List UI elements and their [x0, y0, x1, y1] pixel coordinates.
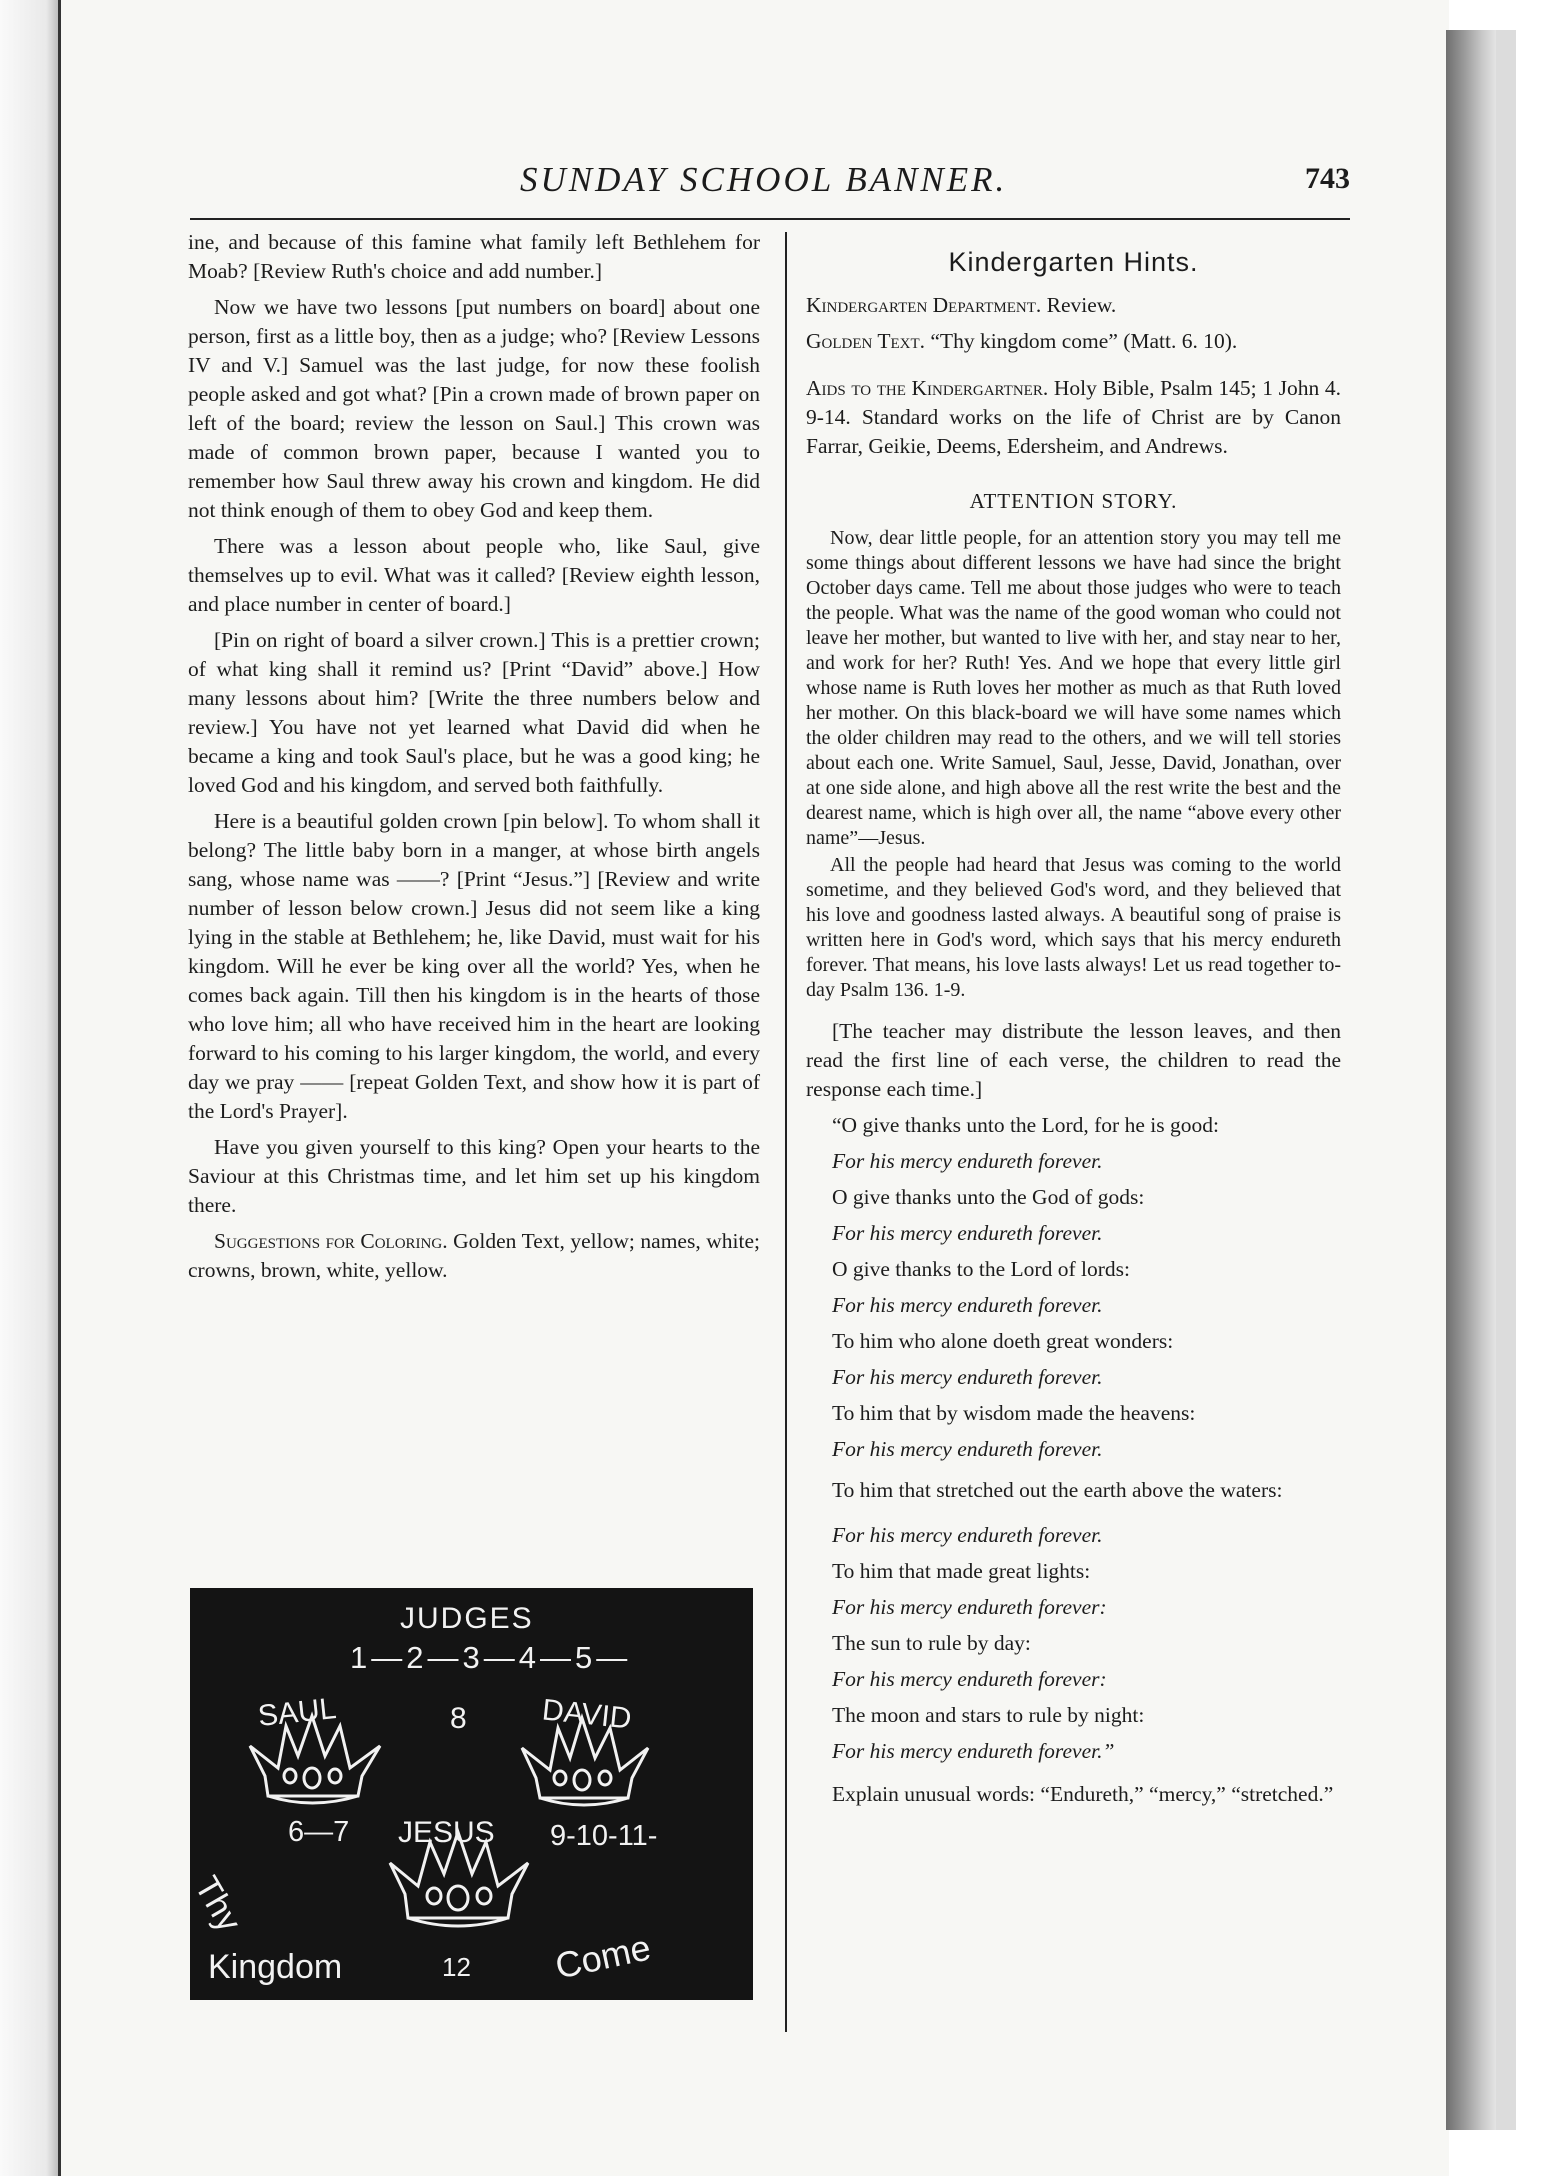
- board-david-numbers: 9-10-11-: [550, 1820, 658, 1852]
- attention-story-heading: ATTENTION STORY.: [969, 489, 1178, 513]
- kindergarten-heading: Kindergarten Hints.: [948, 247, 1199, 277]
- board-come: Come: [551, 1926, 655, 1987]
- left-column: [188, 228, 760, 1292]
- column-rule: [785, 232, 787, 2032]
- verse-line: To him that by wisdom made the heavens:: [832, 1401, 1196, 1425]
- page-stack-edge: [1496, 30, 1516, 2130]
- aids-line: [806, 374, 1341, 461]
- board-saul: SAUL: [256, 1691, 338, 1734]
- coloring-label: Suggestions for Coloring.: [214, 1229, 448, 1253]
- verse-line: The sun to rule by day:: [832, 1631, 1031, 1655]
- board-judge-numbers: 1—2—3—4—5—: [350, 1640, 632, 1675]
- right-column: [806, 248, 1341, 1816]
- verse-line: The moon and stars to rule by night:: [832, 1703, 1145, 1727]
- page-edge-shadow: [1446, 30, 1498, 2130]
- board-kingdom: Kingdom: [208, 1948, 343, 1986]
- verse-line: To him that made great lights:: [832, 1559, 1091, 1583]
- verse-response: For his mercy endureth forever.: [832, 1149, 1103, 1173]
- teacher-instruction: [The teacher may distribute the lesson leaves, and then read the first line of each verse, the children to read the response each time.]: [806, 1019, 1341, 1101]
- stretched-verse: To him that stretched out the earth above the waters:: [832, 1478, 1283, 1502]
- page-number: 743: [1305, 162, 1350, 195]
- verse-response: For his mercy endureth forever.: [832, 1523, 1103, 1547]
- verse-response: For his mercy endureth forever.: [832, 1437, 1103, 1461]
- psalm-verses: [806, 1111, 1341, 1464]
- aids-value: Holy Bible, Psalm 145; 1 John 4. 9-14. Standard works on the life of Christ are by Canon Farrar, Geikie, Deems, Edersheim, and Andrews.: [806, 376, 1342, 458]
- board-thy: Thy: [187, 1870, 249, 1939]
- paragraph: There was a lesson about people who, like Saul, give themselves up to evil. What was it called? [Review eighth lesson, and place number in center of board.]: [188, 534, 760, 616]
- department-value: Review.: [1046, 293, 1117, 317]
- golden-text-line: [806, 327, 1341, 356]
- coloring-text: Golden Text, yellow; names, white; crowns, brown, white, yellow.: [188, 1229, 760, 1282]
- blackboard-illustration: [187, 1588, 753, 2000]
- verse-line: To him who alone doeth great wonders:: [832, 1329, 1174, 1353]
- paragraph: [Pin on right of board a silver crown.] This is a prettier crown; of what king shall it remind us? [Print “David” above.] How many lessons about him? [Write the three numbers below and review.] You have not yet learned what David did when he became a king and took Saul's place, but he was a good king; he loved God and his kingdom, and served both faithfully.: [188, 628, 760, 797]
- verse-line: “O give thanks unto the Lord, for he is good:: [832, 1113, 1219, 1137]
- running-header: [190, 160, 1350, 220]
- paragraph: Now we have two lessons [put numbers on board] about one person, first as a little boy, then as a judge; who? [Review Lessons IV and V.] Samuel was the last judge, for now these foolish people asked and got what? [Pin a crown made of brown paper on left of the board; review the lesson on Saul.] This crown was made of common brown paper, because I wanted you to remember how Saul threw away his crown and kingdom. He did not think enough of them to obey God and keep them.: [188, 295, 760, 522]
- golden-text-label: Golden Text.: [806, 329, 926, 353]
- verse-response: For his mercy endureth forever.: [832, 1221, 1103, 1245]
- board-jesus: JESUS: [398, 1816, 495, 1849]
- verse-line: O give thanks unto the God of gods:: [832, 1185, 1145, 1209]
- verse-line: O give thanks to the Lord of lords:: [832, 1257, 1130, 1281]
- explain-words: Explain unusual words: “Endureth,” “mercy,” “stretched.”: [832, 1782, 1334, 1806]
- board-twelve: 12: [442, 1952, 471, 1982]
- verse-response: For his mercy endureth forever.: [832, 1293, 1103, 1317]
- paragraph: Here is a beautiful golden crown [pin below]. To whom shall it belong? The little baby born in a manger, at whose birth angels sang, whose name was ——? [Print “Jesus.”] [Review and write number of lesson below crown.] Jesus did not seem like a king lying in the stable at Bethlehem; he, like David, must wait for his kingdom. Will he ever be king over all the world? Yes, when he comes back again. Till then his kingdom is in the hearts of those who love him; all who have received him in the heart are looking forward to his coming to his larger kingdom, the world, and every day we pray —— [repeat Golden Text, and show how it is part of the Lord's Prayer].: [188, 809, 760, 1123]
- attention-story: [806, 526, 1341, 1003]
- header-rule: [190, 218, 1350, 220]
- board-eight: 8: [450, 1702, 467, 1735]
- board-saul-numbers: 6—7: [288, 1816, 350, 1848]
- verse-response: For his mercy endureth forever:: [832, 1595, 1107, 1619]
- left-page-gutter: [0, 0, 58, 2176]
- paragraph: Have you given yourself to this king? Open your hearts to the Saviour at this Christmas time, and let him set up his kingdom there.: [188, 1135, 760, 1217]
- department-line: [806, 291, 1341, 320]
- golden-text-value: “Thy kingdom come” (Matt. 6. 10).: [930, 329, 1238, 353]
- psalm-verses-continued: [806, 1521, 1341, 1766]
- journal-title: SUNDAY SCHOOL BANNER.: [520, 160, 1008, 199]
- verse-response: For his mercy endureth forever.: [832, 1365, 1103, 1389]
- coloring-paragraph: [188, 1227, 760, 1285]
- paragraph: ine, and because of this famine what family left Bethlehem for Moab? [Review Ruth's choice and add number.]: [188, 230, 760, 283]
- aids-label: Aids to the Kindergartner.: [806, 376, 1049, 400]
- board-david: DAVID: [540, 1693, 634, 1736]
- story-paragraph: All the people had heard that Jesus was coming to the world sometime, and they believed God's word, and they believed that his love and goodness lasted always. A beautiful song of praise is written here in God's word, which says that his mercy endureth forever. That means, his love lasts always! Let us read together to-day Psalm 136. 1-9.: [806, 854, 1341, 1001]
- verse-response: For his mercy endureth forever:: [832, 1667, 1107, 1691]
- verse-response: For his mercy endureth forever.”: [832, 1739, 1115, 1763]
- board-judges: JUDGES: [400, 1602, 534, 1635]
- story-paragraph: Now, dear little people, for an attention story you may tell me some things about different lessons we have had since the bright October days came. Tell me about those judges who were to teach the people. What was the name of the good woman who could not leave her mother, but wanted to live with her, and stay near to her, and work for her? Ruth! Yes. And we hope that every little girl whose name is Ruth loves her mother as much as that Ruth loved her mother. On this black-board we will have some names which the older children may read to the others, and we will tell stories about each one. Write Samuel, Saul, Jesse, David, Jonathan, over at one side alone, and high above all the rest write the best and the dearest name, which is high over all, the name “above every other name”—Jesus.: [806, 527, 1341, 849]
- department-label: Kindergarten Department.: [806, 293, 1042, 317]
